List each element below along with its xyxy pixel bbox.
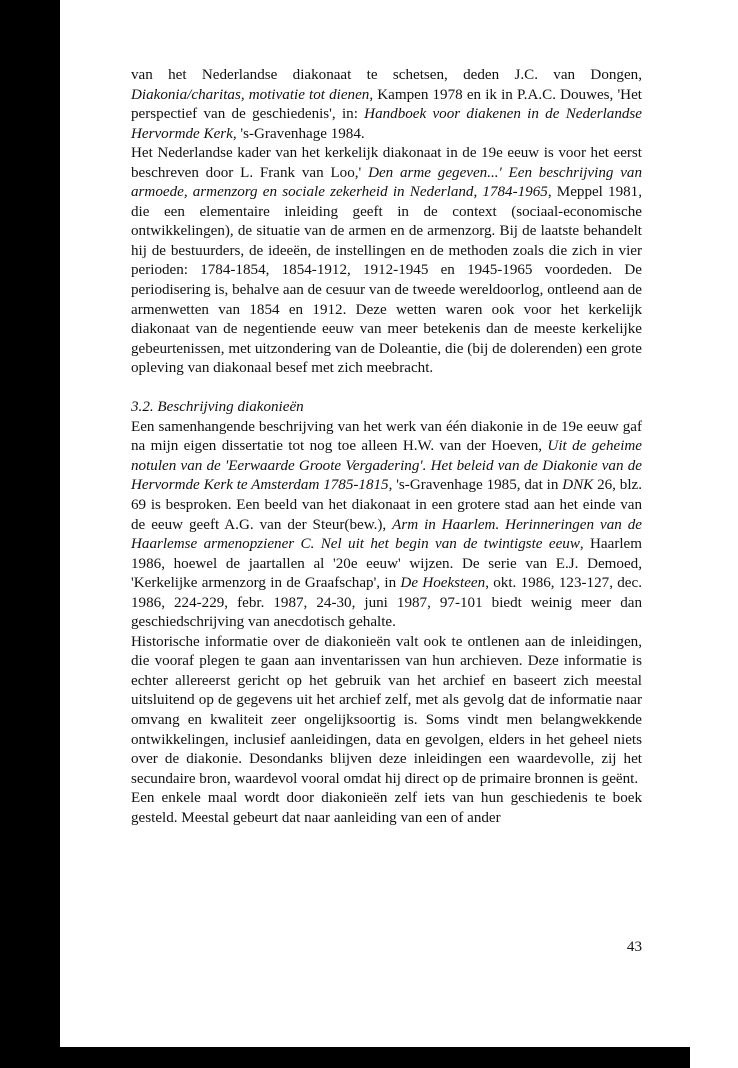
text-run: Historische informatie over de diakonieën valt ook te ontlenen aan de inleidingen, die vooraf plegen te gaan aan inventarissen van hun archieven. Deze informatie is echter allereerst gericht op het gebruik van het archief en baseert zich meestal uitsluitend op de gegevens uit het archief zelf, met als gevolg dat de informatie naar omvang en kwaliteit zeer ongelijksoortig is. Soms vindt men belangwekkende ontwikkelingen, inclusief aanleidingen, data en gevolgen, elders in het geheel niets over de diakonie. Desondanks blijven deze inleidingen een waardevolle, zij het secundaire bron, waardevol vooral omdat hij direct op de primaire bronnen is geënt. [131, 633, 642, 787]
text-run: , Meppel 1981, die een elementaire inleiding geeft in de context (sociaal-economische ontwikkelingen), de situatie van de armen en de armenzorg. Bij de laatste behandelt hij de bestuurders, de ideeën, de instellingen en de methoden zoals die zich in vier perioden: 1784-1854, 1854-1912, 1912-1945 en 1945-1965 voordeden. De periodisering is, behalve aan de cesuur van de tweede wereldoorlog, ontleend aan de armenwetten van 1854 en 1912. Deze wetten waren ook voor het kerkelijk diakonaat van de negentiende eeuw van meer betekenis dan de meeste kerkelijke gebeurtenissen, met uitzondering van de Doleantie, die (bij de dolerenden) een grote opleving van diakonaal besef met zich meebracht. [131, 184, 643, 377]
text-run: 26, blz. 69 is besproken. Een beeld van het diakonaat in een grotere stad aan het einde van de eeuw geeft A.G. van der Steur(bew.), [131, 477, 642, 533]
italic-text-run: De Hoeksteen [400, 575, 486, 592]
text-run: Een samenhangende beschrijving van het werk van één diakonie in de 19e eeuw gaf na mijn eigen dissertatie tot nog toe alleen H.W. van der Hoeven, [131, 418, 642, 455]
text-run: van het Nederlandse diakonaat te schetsen, deden J.C. van Dongen, [131, 67, 642, 83]
paragraph-archive-introductions [131, 633, 642, 789]
italic-text-run: Arm in Haarlem. Herinneringen van de Haarlemse armenopziener C. Nel uit het begin van de twintigste eeuw [131, 516, 642, 553]
paragraph-own-histories [131, 789, 642, 828]
italic-text-run: DNK [562, 477, 594, 494]
paragraph-continuation [131, 66, 642, 144]
text-run: Het Nederlandse kader van het kerkelijk diakonaat in de 19e eeuw is voor het eerst beschreven door L. Frank van Loo,' [131, 145, 642, 181]
scan-border-left [0, 0, 60, 1068]
text-run: , 's-Gravenhage 1984. [232, 125, 365, 142]
paragraph-context [131, 144, 642, 379]
italic-text-run: Handboek voor diakenen in de Nederlandse Hervormde Kerk [131, 106, 642, 142]
page-body [131, 66, 642, 828]
paragraph-descriptions [131, 418, 642, 633]
section-heading: 3.2. Beschrijving diakonieën [131, 399, 304, 416]
text-run: , Haarlem 1986, hoewel de jaartallen al '20e eeuw' wijzen. De serie van E.J. Demoed, 'Kerkelijke armenzorg in de Graafschap', in [131, 536, 642, 592]
scan-border-bottom [60, 1047, 690, 1068]
page-number: 43 [626, 939, 642, 955]
italic-text-run: Uit de geheime notulen van de 'Eerwaarde Groote Vergadering'. Het beleid van de Diakonie van de Hervormde Kerk te Amsterdam 1785-1815 [131, 438, 642, 494]
text-run: Een enkele maal wordt door diakonieën zelf iets van hun geschiedenis te boek gesteld. Meestal gebeurt dat naar aanleiding van een of ander [131, 790, 642, 826]
italic-text-run: Diakonia/charitas, motivatie tot dienen [131, 86, 370, 103]
text-run: , 's-Gravenhage 1985, dat in [388, 477, 563, 494]
italic-text-run: Den arme gegeven...' Een beschrijving van armoede, armenzorg en sociale zekerheid in Nederland, 1784-1965 [131, 164, 642, 201]
text-run: , Kampen 1978 en ik in P.A.C. Douwes, 'Het perspectief van de geschiedenis', in: [131, 86, 642, 123]
text-run: , okt. 1986, 123-127, dec. 1986, 224-229, febr. 1987, 24-30, juni 1987, 97-101 biedt weinig meer dan geschiedschrijving van anecdotisch gehalte. [131, 575, 642, 631]
